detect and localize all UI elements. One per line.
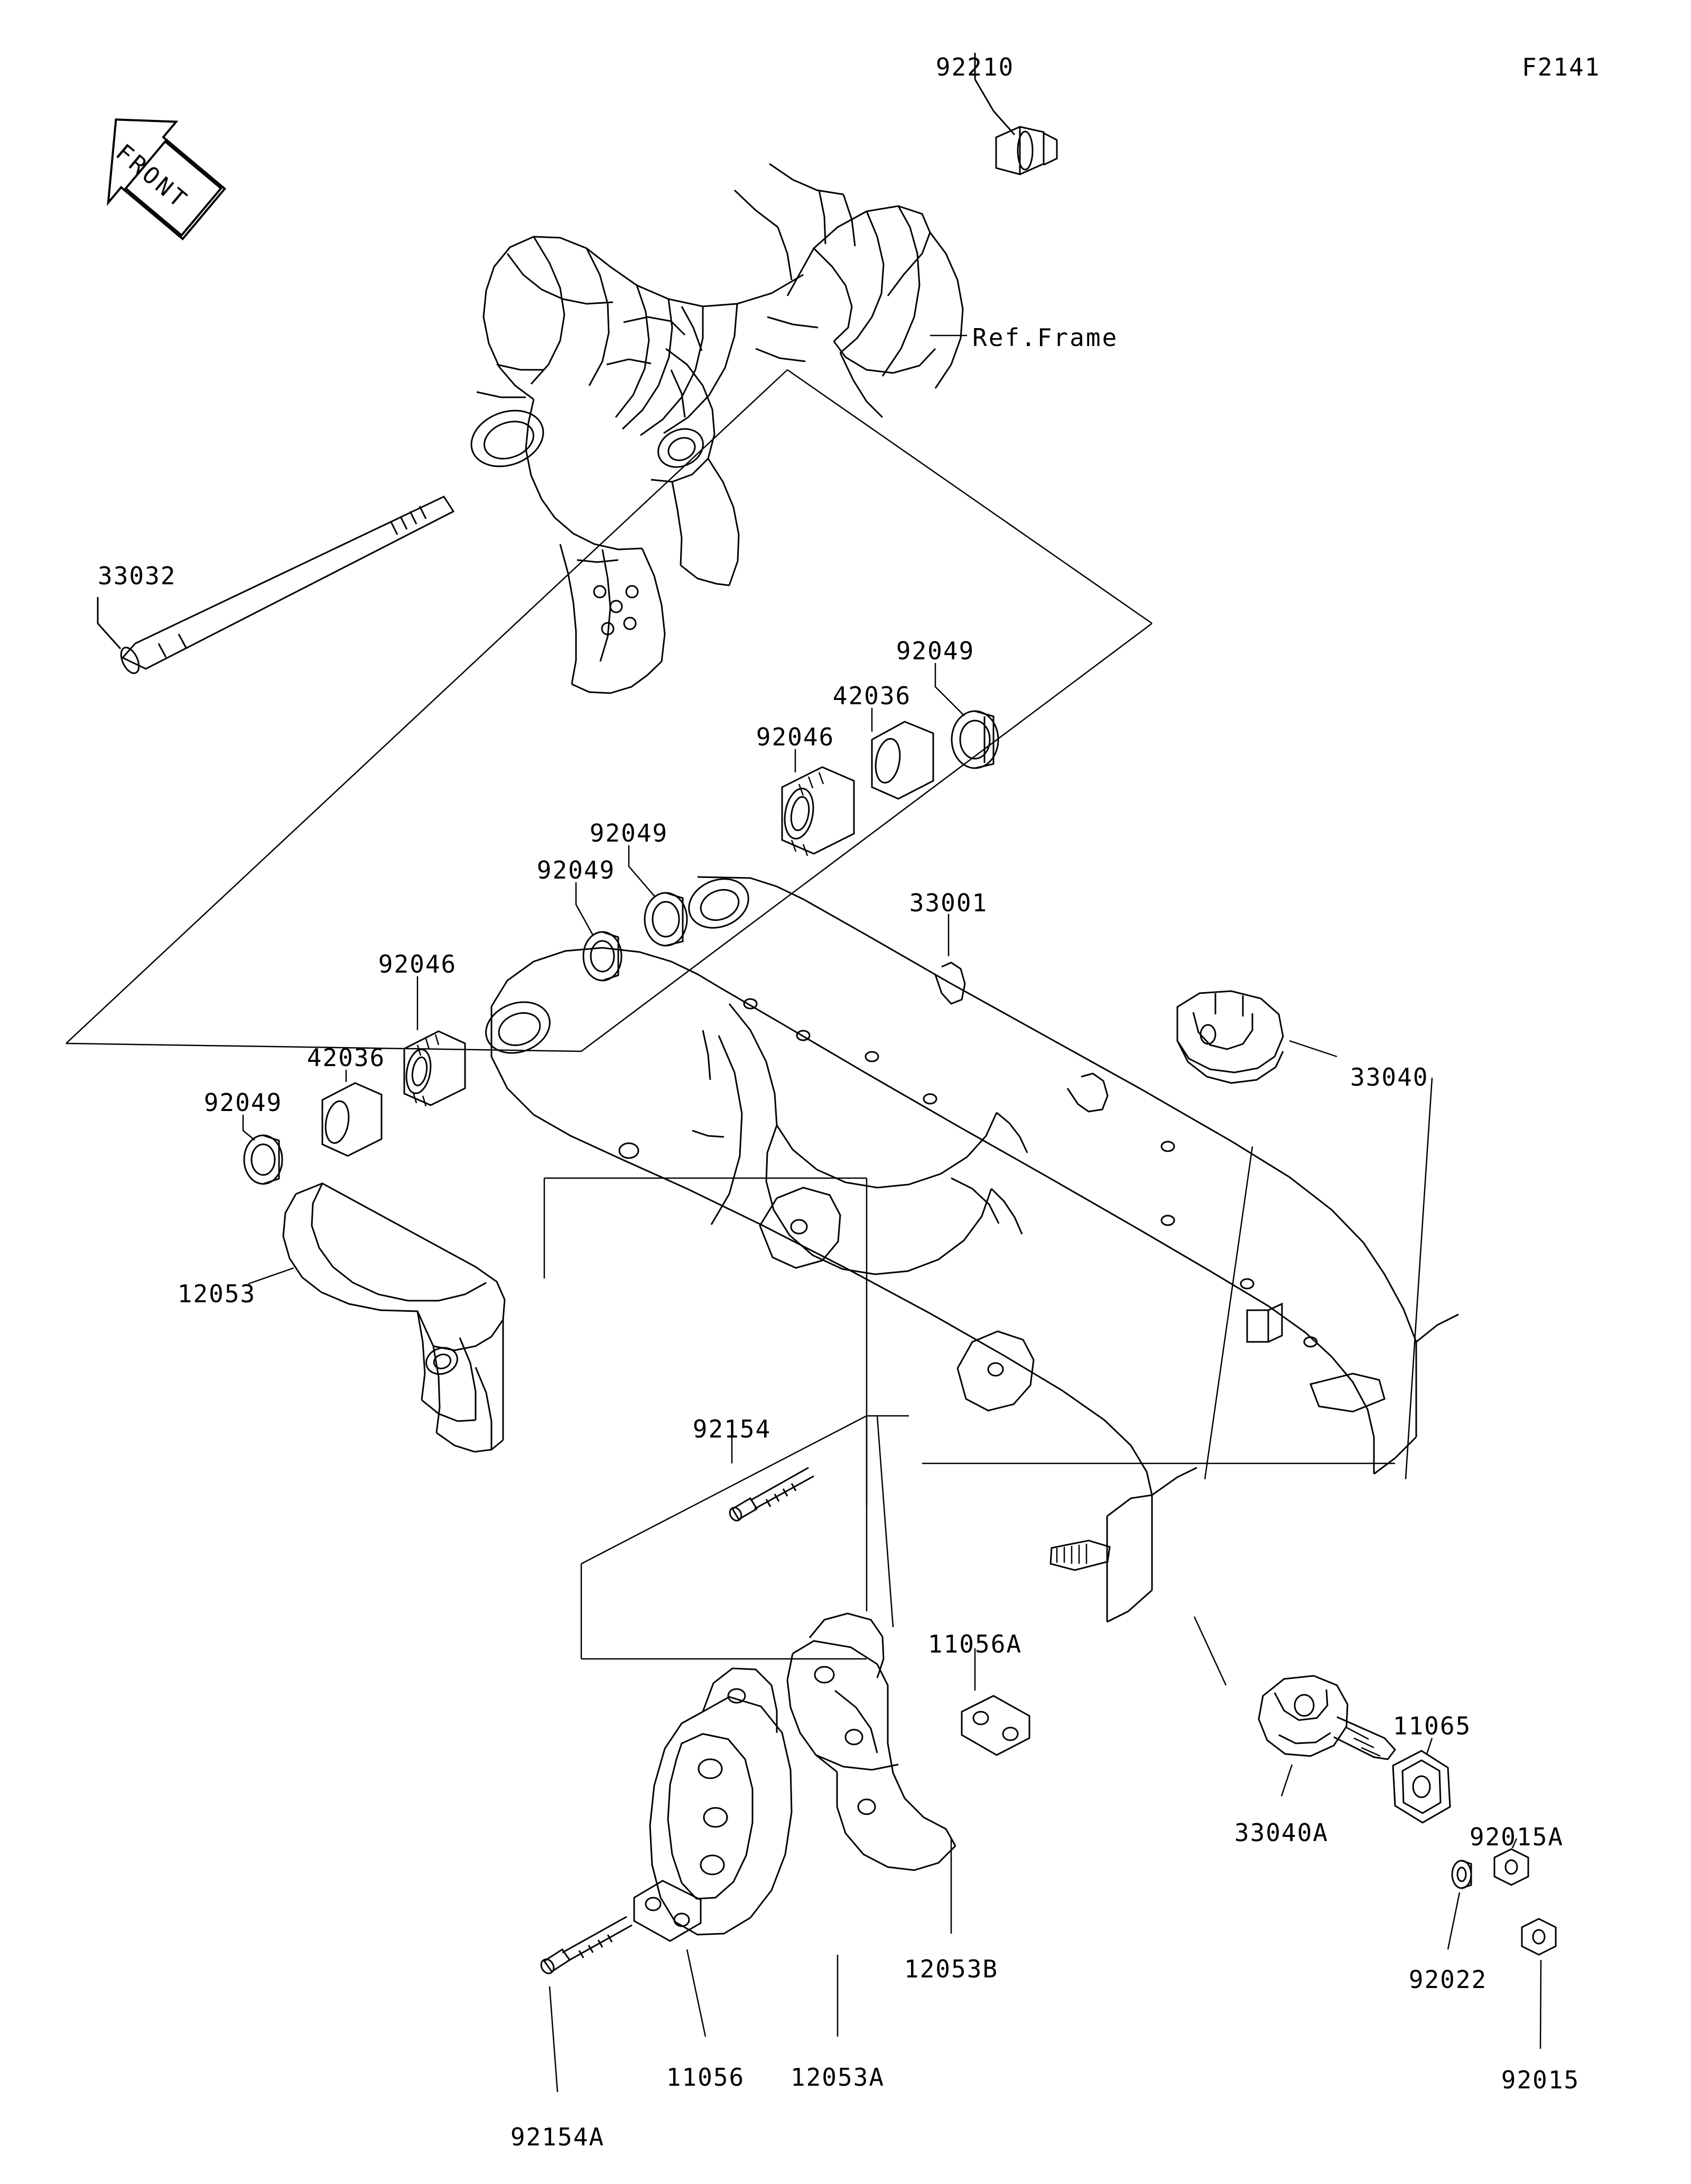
part-12053B-chain-guide	[787, 1613, 955, 1934]
part-33040-chain-adjuster	[1177, 991, 1337, 1083]
part-callout-33040: 33040	[1350, 1063, 1429, 1091]
part-11056A-bracket	[962, 1648, 1029, 1755]
part-42036-sleeve-a	[872, 708, 933, 799]
part-92049-oil-seal-d	[243, 1115, 282, 1184]
part-callout-33040A: 33040A	[1234, 1818, 1329, 1847]
part-42036-sleeve-b	[322, 1070, 382, 1156]
part-92049-oil-seal-b	[629, 845, 687, 946]
part-92154A-bolt	[538, 1917, 632, 2092]
part-ref-frame	[463, 164, 963, 693]
part-callout-42036: 42036	[306, 1043, 386, 1072]
part-callout-33032: 33032	[98, 562, 176, 590]
part-callout-12053: 12053	[177, 1280, 256, 1308]
part-callout-92015A: 92015A	[1469, 1823, 1564, 1851]
part-callout-12053A: 12053A	[790, 2063, 885, 2092]
part-12053-chain-slider	[248, 1183, 505, 1452]
part-callout-92046: 92046	[756, 723, 835, 751]
part-callout-92049: 92049	[203, 1088, 283, 1117]
part-callout-92049: 92049	[896, 637, 975, 665]
part-callout-92154A: 92154A	[510, 2123, 605, 2151]
part-92046-needle-bearing-b	[403, 976, 465, 1106]
part-92015-nut	[1522, 1919, 1556, 2049]
part-92046-needle-bearing-a	[781, 749, 854, 856]
part-92049-oil-seal-c	[576, 882, 621, 981]
part-callout-92046: 92046	[378, 950, 457, 978]
part-12053A-chain-guide	[650, 1668, 838, 2037]
sheet-code: F2141	[1522, 53, 1601, 81]
part-callout-92154: 92154	[692, 1415, 772, 1443]
front-badge-label: FRONT	[110, 139, 194, 215]
part-callout-11056A: 11056A	[927, 1630, 1023, 1658]
front-direction-badge	[90, 114, 222, 219]
part-callout-11065: 11065	[1392, 1712, 1472, 1740]
part-callout-42036: 42036	[832, 682, 912, 710]
part-callout-92022: 92022	[1408, 1965, 1488, 1994]
part-callout-33001: 33001	[909, 889, 988, 917]
part-callout-12053B: 12053B	[904, 1955, 999, 1983]
part-callout-92015: 92015	[1501, 2066, 1580, 2094]
part-11056-bracket	[634, 1881, 705, 2037]
part-33040A-chain-adjuster	[1259, 1676, 1395, 1796]
part-callout-92049: 92049	[589, 819, 668, 847]
part-callout-92049: 92049	[536, 856, 616, 884]
part-92022-washer	[1448, 1861, 1471, 1949]
part-92049-oil-seal-a	[935, 663, 998, 768]
part-33001-swingarm	[479, 870, 1458, 1622]
part-11065-cap	[1393, 1738, 1450, 1823]
part-callout-11056: 11056	[666, 2063, 745, 2092]
part-callout-92210: 92210	[935, 53, 1015, 81]
ref-frame-label: Ref.Frame	[972, 323, 1119, 352]
